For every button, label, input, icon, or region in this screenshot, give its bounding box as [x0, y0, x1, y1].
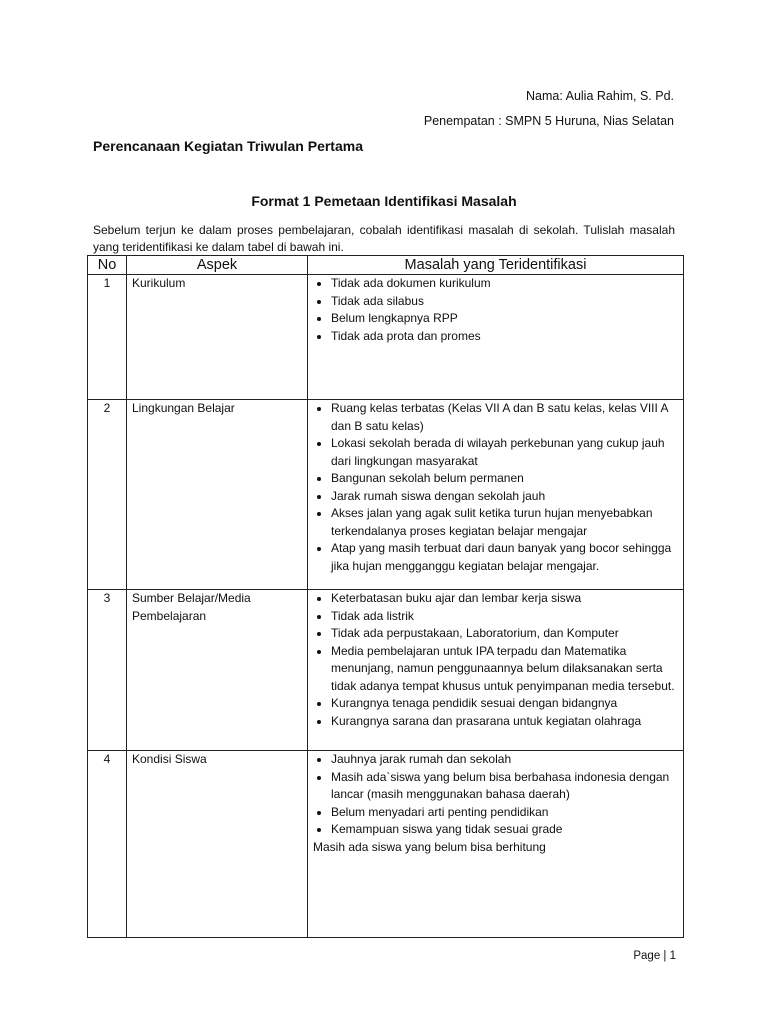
table-row: [88, 400, 684, 590]
list-item: • Keterbatasan buku ajar dan lembar kerja siswa: [331, 590, 678, 608]
list-item: • Atap yang masih terbuat dari daun banyak yang bocor sehingga jika hujan mengganggu kegiatan belajar mengajar.: [331, 540, 678, 575]
list-item: • Jauhnya jarak rumah dan sekolah: [331, 751, 678, 769]
row-aspek: Lingkungan Belajar: [127, 400, 308, 590]
row-number: 2: [88, 400, 127, 590]
format-title: Format 1 Pemetaan Identifikasi Masalah: [251, 193, 517, 209]
row-masalah: [308, 590, 684, 751]
row-aspek: Kurikulum: [127, 275, 308, 400]
list-item: • Tidak ada perpustakaan, Laboratorium, dan Komputer: [331, 625, 678, 643]
header-no: No: [88, 256, 127, 275]
extra-note: Masih ada siswa yang belum bisa berhitung: [313, 839, 546, 854]
problem-list: [313, 400, 678, 575]
problem-table: [87, 255, 684, 938]
list-item: • Belum lengkapnya RPP: [331, 310, 678, 328]
list-item: • Akses jalan yang agak sulit ketika turun hujan menyebabkan terkendalanya proses kegiatan belajar mengajar: [331, 505, 678, 540]
list-item: • Lokasi sekolah berada di wilayah perkebunan yang cukup jauh dari lingkungan masyarakat: [331, 435, 678, 470]
list-item: • Tidak ada listrik: [331, 608, 678, 626]
list-item: • Tidak ada dokumen kurikulum: [331, 275, 678, 293]
problem-list: [313, 275, 678, 345]
list-item: • Jarak rumah siswa dengan sekolah jauh: [331, 488, 678, 506]
problem-list: [313, 590, 678, 730]
table-row: [88, 751, 684, 938]
row-number: 3: [88, 590, 127, 751]
list-item: • Ruang kelas terbatas (Kelas VII A dan B satu kelas, kelas VIII A dan B satu kelas): [331, 400, 678, 435]
page-number: Page | 1: [633, 950, 676, 962]
row-aspek: Kondisi Siswa: [127, 751, 308, 938]
header-penempatan: Penempatan : SMPN 5 Huruna, Nias Selatan: [423, 114, 674, 128]
row-masalah: [308, 400, 684, 590]
list-item: • Masih ada`siswa yang belum bisa berbahasa indonesia dengan lancar (masih menggunakan bahasa daerah): [331, 769, 678, 804]
header-nama: Nama: Aulia Rahim, S. Pd.: [526, 89, 674, 103]
list-item: • Belum menyadari arti penting pendidikan: [331, 804, 678, 822]
list-item: • Tidak ada prota dan promes: [331, 328, 678, 346]
row-number: 1: [88, 275, 127, 400]
list-item: • Kemampuan siswa yang tidak sesuai grade: [331, 821, 678, 839]
row-masalah: [308, 275, 684, 400]
list-item: • Kurangnya sarana dan prasarana untuk kegiatan olahraga: [331, 713, 678, 731]
intro-paragraph: Sebelum terjun ke dalam proses pembelajaran, cobalah identifikasi masalah di sekolah. Tulislah masalah yang teridentifikasi ke dalam tabel di bawah ini.: [93, 223, 675, 254]
row-aspek: Sumber Belajar/Media Pembelajaran: [127, 590, 308, 751]
list-item: • Kurangnya tenaga pendidik sesuai dengan bidangnya: [331, 695, 678, 713]
list-item: • Tidak ada silabus: [331, 293, 678, 311]
row-masalah: [308, 751, 684, 938]
list-item: • Bangunan sekolah belum permanen: [331, 470, 678, 488]
document-title: Perencanaan Kegiatan Triwulan Pertama: [93, 138, 363, 154]
header-masalah: Masalah yang Teridentifikasi: [308, 256, 684, 275]
list-item: • Media pembelajaran untuk IPA terpadu dan Matematika menunjang, namun penggunaannya belum dilaksanakan serta tidak adanya tempat khusus untuk penyimpanan media tersebut.: [331, 643, 678, 696]
problem-list: [313, 751, 678, 839]
header-aspek: Aspek: [127, 256, 308, 275]
table-row: [88, 275, 684, 400]
table-header-row: [88, 256, 684, 275]
row-number: 4: [88, 751, 127, 938]
table-row: [88, 590, 684, 751]
